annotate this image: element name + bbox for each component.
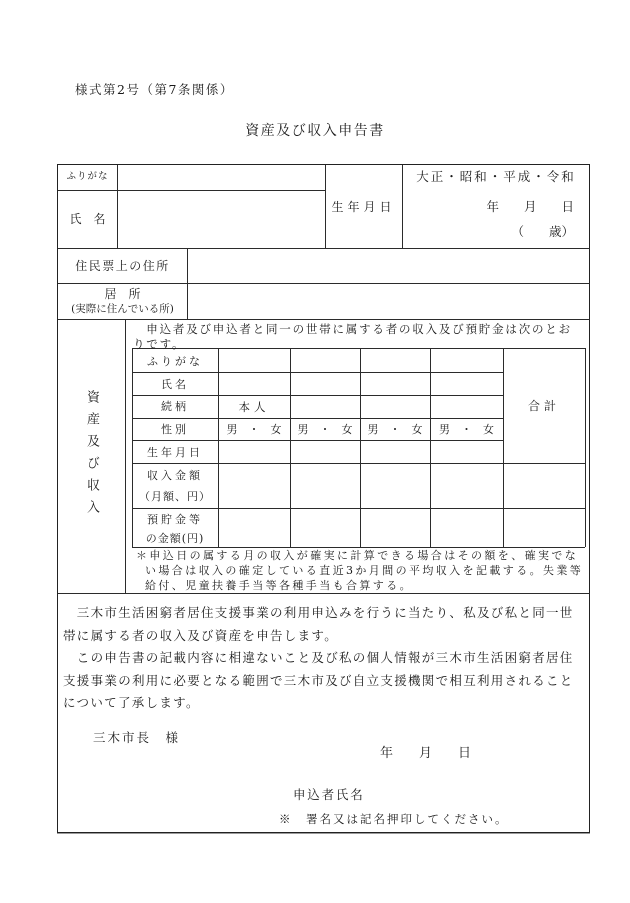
- applicant-name-label: 申込者氏名: [293, 787, 365, 802]
- row-label-furigana: ふりがな: [147, 355, 203, 368]
- declaration-line-5: について了承します。: [63, 695, 200, 710]
- declaration-line-3: この申告書の記載内容に相違ないこと及び私の個人情報が三木市生活困窮者居住: [63, 650, 574, 665]
- form-number: 様式第2号（第7条関係）: [75, 82, 234, 97]
- border-h-table-r5: [132, 463, 585, 464]
- registered-address-label: 住民票上の住所: [75, 259, 170, 273]
- signature-note: ※ 署名又は記名押印してください。: [279, 812, 509, 826]
- border-v-table-c4: [430, 348, 431, 547]
- asset-income-side-label-text: 資産及び収入: [84, 390, 99, 522]
- border-h-assets-declaration: [58, 593, 590, 594]
- total-label: 合計: [527, 399, 560, 413]
- relation-self-value: 本人: [238, 400, 270, 414]
- addressee: 三木市長 様: [93, 730, 181, 745]
- row-label-income-line2: （月額、円）: [139, 490, 211, 503]
- border-h-table-r3: [132, 418, 503, 419]
- declaration-line-2: 帯に属する者の収入及び資産を申告します。: [63, 628, 339, 643]
- border-h-table-r6: [132, 508, 585, 509]
- residence-label: 居 所: [104, 287, 141, 301]
- age-line: （ 歳）: [511, 224, 574, 239]
- declaration-line-4: 支援事業の利用に必要となる範囲で三木市及び自立支援機関で相互利用されること: [63, 673, 574, 688]
- gender-options-2: 男 ・ 女: [297, 423, 353, 436]
- row-label-relation: 続柄: [161, 400, 189, 413]
- border-v-table-c5: [503, 348, 504, 547]
- row-label-savings-line1: 預貯金等: [147, 513, 203, 526]
- row-label-income-line1: 収入金額: [147, 469, 203, 482]
- border-v-side-label: [125, 319, 126, 593]
- form-title: 資産及び収入申告書: [245, 123, 385, 139]
- furigana-label: ふりがな: [66, 171, 109, 182]
- border-v-table-c1: [218, 348, 219, 547]
- household-intro-line2: りです。: [133, 337, 186, 351]
- border-h-table-r4: [132, 440, 503, 441]
- border-h-residence-assets: [58, 319, 590, 320]
- row-label-birthdate: 生年月日: [147, 446, 203, 459]
- era-options: 大正・昭和・平成・令和: [416, 169, 576, 184]
- gender-options-1: 男 ・ 女: [226, 423, 282, 436]
- registered-address-field: [188, 249, 589, 282]
- note-line-1: ＊申込日の属する月の収入が確実に計算できる場合はその額を、確実でな: [136, 549, 579, 562]
- row-label-name: 氏名: [161, 378, 189, 391]
- row-label-gender: 性別: [161, 423, 189, 436]
- border-v-table-right: [585, 348, 586, 547]
- residence-field: [188, 284, 589, 318]
- note-line-3: 給付、児童扶養手当等各種手当も合算する。: [145, 579, 413, 592]
- note-line-2: い場合は収入の確定している直近3か月間の平均収入を記載する。失業等: [145, 564, 584, 577]
- border-h-table-top: [132, 348, 585, 349]
- name-field: [118, 191, 324, 247]
- border-h-table-r2: [132, 395, 503, 396]
- border-h-table-bottom: [132, 547, 585, 548]
- residence-note: (実際に住んでいる所): [71, 303, 174, 315]
- furigana-field: [118, 166, 324, 189]
- gender-options-3: 男 ・ 女: [367, 423, 423, 436]
- household-intro-line1: 申込者及び申込者と同一の世帯に属する者の収入及び預貯金は次のとお: [133, 322, 572, 336]
- border-v-table-c2: [290, 348, 291, 547]
- birthdate-label: 生年月日: [331, 200, 396, 214]
- row-label-savings-line2: の金額(円): [145, 532, 205, 545]
- border-h-table-r1: [132, 372, 503, 373]
- border-v-table-c3: [360, 348, 361, 547]
- name-label: 氏 名: [69, 212, 106, 226]
- gender-options-4: 男 ・ 女: [439, 423, 494, 436]
- asset-income-side-label: [58, 319, 125, 593]
- declaration-line-1: 三木市生活困窮者居住支援事業の利用申込みを行うに当たり、私及び私と同一世: [63, 605, 574, 620]
- footer-date-line: 年 月 日: [379, 746, 471, 761]
- birthdate-date-line: 年 月 日: [486, 199, 574, 214]
